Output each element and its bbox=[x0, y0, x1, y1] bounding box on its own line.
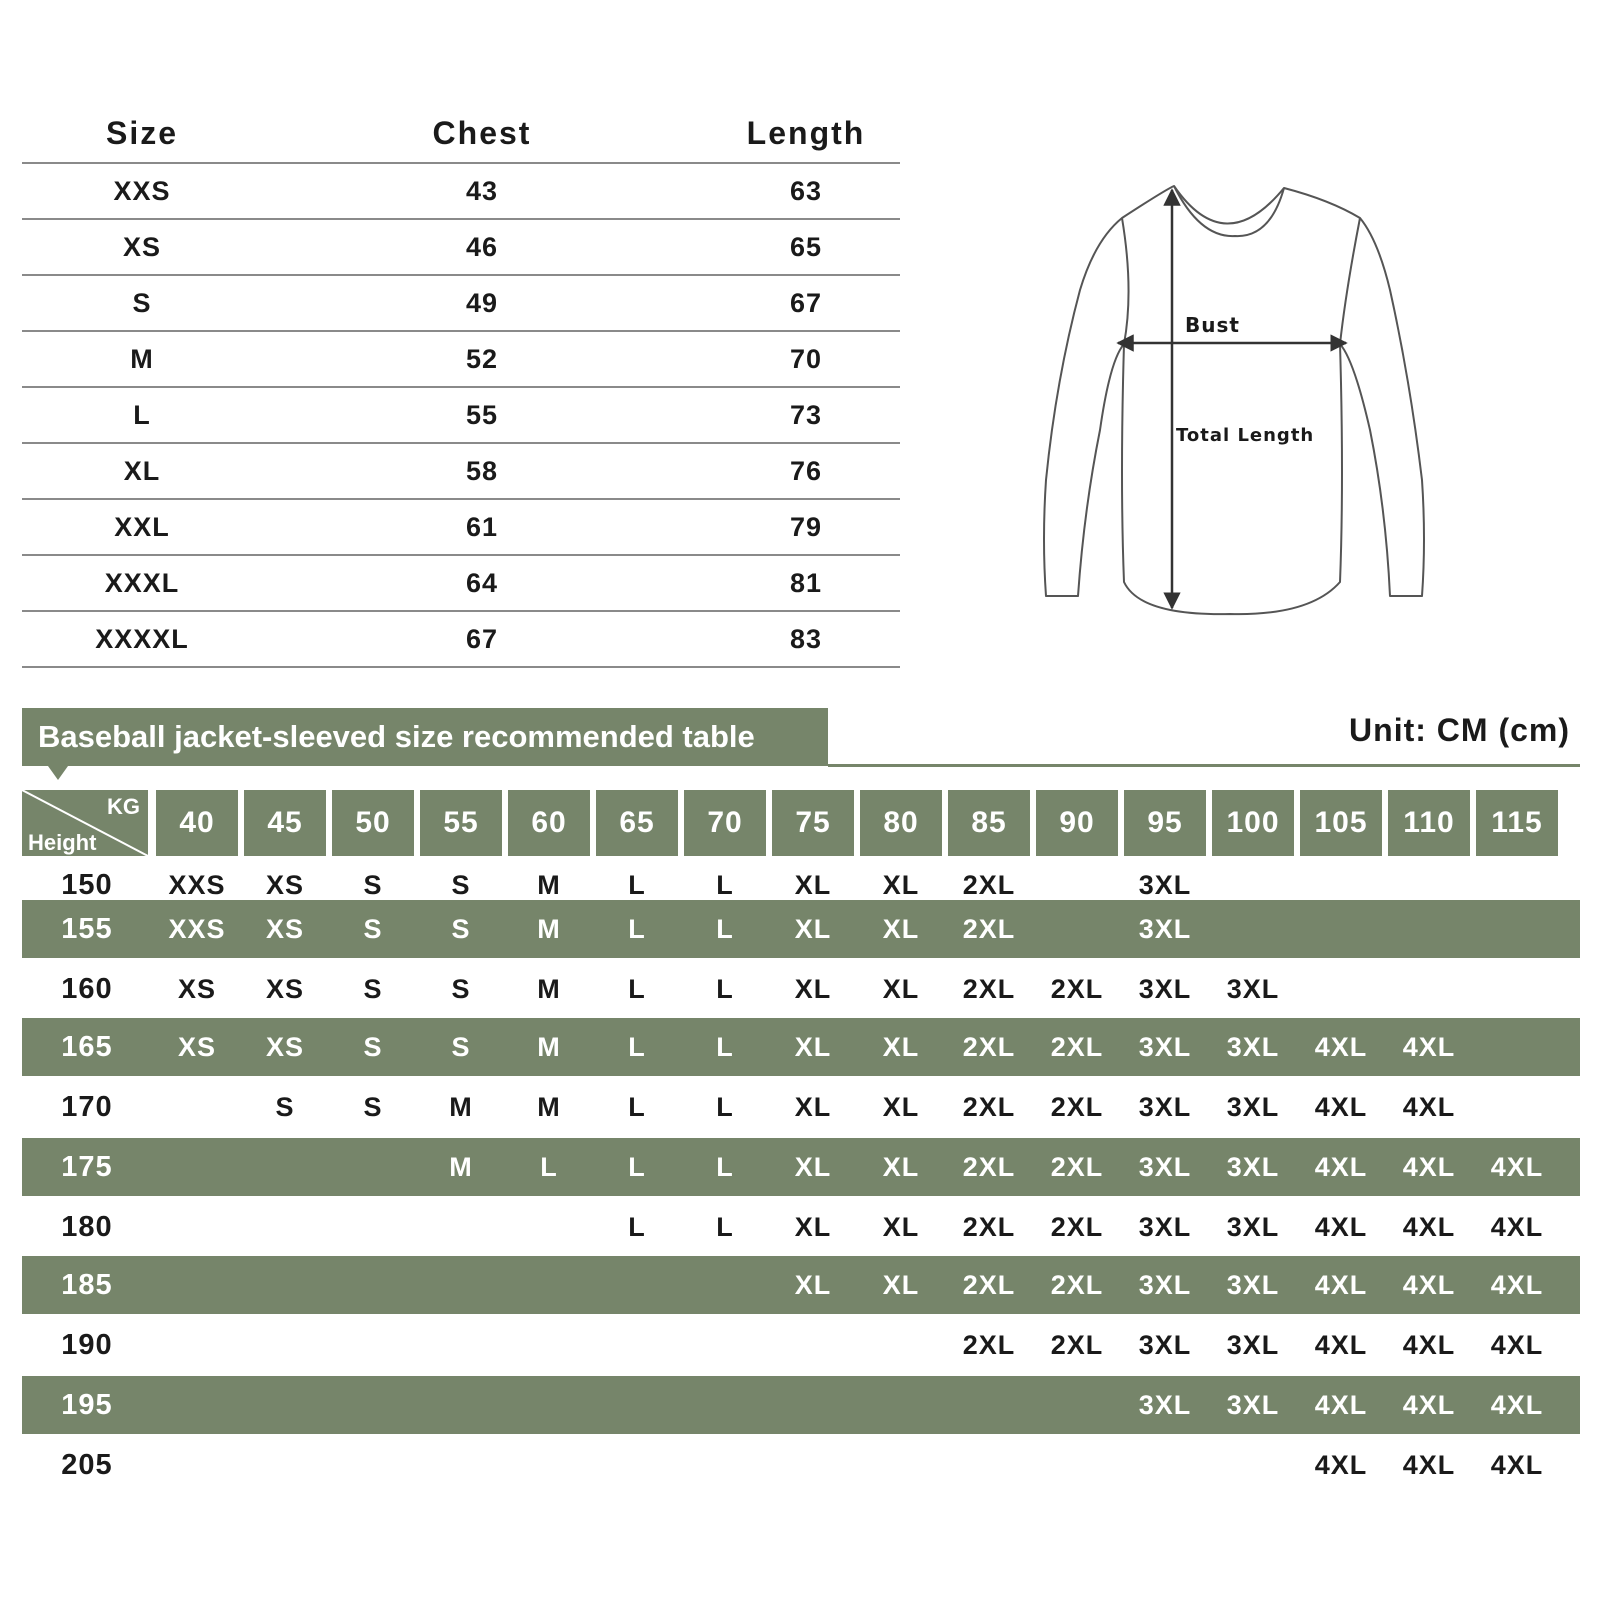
bust-label: Bust bbox=[1185, 313, 1240, 337]
recommended-size-cell: 3XL bbox=[1226, 1329, 1280, 1360]
recommended-size-cell: XL bbox=[882, 913, 920, 944]
recommended-size-cell: L bbox=[716, 973, 734, 1004]
recommended-size-cell bbox=[332, 1316, 414, 1374]
recommended-size-cell bbox=[332, 1198, 414, 1256]
recommended-size-cell: 3XL bbox=[1138, 869, 1192, 900]
recommended-size-cell: L bbox=[628, 973, 646, 1004]
recommended-size-cell: 3XL bbox=[1138, 1269, 1192, 1300]
recommended-size-cell: XL bbox=[794, 1269, 832, 1300]
recommended-size-cell: 4XL bbox=[1490, 1389, 1544, 1420]
chest-cell: 52 bbox=[465, 343, 499, 374]
recommended-size-cell bbox=[420, 1256, 502, 1314]
recommended-size-cell: S bbox=[363, 913, 383, 944]
size-cell: XXXXL bbox=[95, 623, 189, 654]
recommended-size-cell: XS bbox=[265, 869, 305, 900]
height-cell: 150 bbox=[61, 868, 113, 901]
length-cell: 79 bbox=[789, 511, 823, 542]
recommended-size-cell: 4XL bbox=[1314, 1211, 1368, 1242]
length-cell: 70 bbox=[789, 343, 823, 374]
header-length: Length bbox=[746, 115, 866, 151]
recommended-size-cell: XS bbox=[265, 1031, 305, 1062]
size-cell: XL bbox=[123, 455, 161, 486]
recommendation-row bbox=[22, 1436, 1580, 1494]
recommended-size-cell: XXS bbox=[168, 913, 226, 944]
recommended-size-cell: 4XL bbox=[1490, 1211, 1544, 1242]
recommended-size-cell: 3XL bbox=[1226, 1031, 1280, 1062]
size-table-row bbox=[22, 444, 900, 500]
recommended-size-cell: 2XL bbox=[962, 1151, 1016, 1182]
recommended-size-cell: 3XL bbox=[1138, 1031, 1192, 1062]
height-cell: 160 bbox=[61, 972, 113, 1005]
chest-cell: 58 bbox=[465, 455, 499, 486]
recommended-size-cell: 2XL bbox=[962, 869, 1016, 900]
height-cell: 175 bbox=[61, 1150, 113, 1183]
recommended-size-cell: 3XL bbox=[1226, 1269, 1280, 1300]
size-table-header bbox=[22, 100, 900, 164]
weight-header-cell: 75 bbox=[772, 790, 854, 856]
recommended-size-cell: 2XL bbox=[962, 1211, 1016, 1242]
size-table-row bbox=[22, 388, 900, 444]
recommendation-title: Baseball jacket-sleeved size recommended table bbox=[22, 708, 828, 766]
recommended-size-cell bbox=[1388, 900, 1470, 958]
recommended-size-cell: XL bbox=[794, 1151, 832, 1182]
length-cell: 65 bbox=[789, 231, 823, 262]
weight-header-cell: 45 bbox=[244, 790, 326, 856]
recommendation-row bbox=[22, 1198, 1580, 1256]
size-cell: S bbox=[132, 287, 152, 318]
recommended-size-cell: L bbox=[628, 1031, 646, 1062]
recommended-size-cell bbox=[1036, 1376, 1118, 1434]
size-table-row bbox=[22, 164, 900, 220]
recommended-size-cell: XS bbox=[177, 973, 217, 1004]
size-cell: XXS bbox=[113, 175, 171, 206]
recommended-size-cell: 3XL bbox=[1226, 973, 1280, 1004]
recommended-size-cell: S bbox=[363, 1031, 383, 1062]
recommended-size-cell: XL bbox=[882, 869, 920, 900]
recommended-size-cell: 4XL bbox=[1314, 1329, 1368, 1360]
height-cell: 180 bbox=[61, 1210, 113, 1243]
recommended-size-cell: 2XL bbox=[1050, 1091, 1104, 1122]
length-cell: 81 bbox=[789, 567, 823, 598]
recommended-size-cell: XL bbox=[794, 913, 832, 944]
weight-header-cell: 110 bbox=[1388, 790, 1470, 856]
size-table-row bbox=[22, 612, 900, 668]
recommended-size-cell: 4XL bbox=[1402, 1269, 1456, 1300]
recommended-size-cell: L bbox=[716, 869, 734, 900]
recommended-size-cell bbox=[508, 1376, 590, 1434]
recommended-size-cell: M bbox=[449, 1151, 473, 1182]
kg-height-corner-cell bbox=[22, 790, 148, 856]
recommended-size-cell: 4XL bbox=[1402, 1449, 1456, 1480]
recommended-size-cell bbox=[1476, 1078, 1558, 1136]
recommended-size-cell: M bbox=[449, 1091, 473, 1122]
size-cell: M bbox=[130, 343, 154, 374]
recommended-size-cell bbox=[156, 1078, 238, 1136]
chest-cell: 43 bbox=[465, 175, 499, 206]
recommended-size-cell: 4XL bbox=[1314, 1031, 1368, 1062]
recommended-size-cell: M bbox=[537, 913, 561, 944]
recommended-size-cell: 3XL bbox=[1138, 913, 1192, 944]
recommended-size-cell: 4XL bbox=[1402, 1211, 1456, 1242]
header-chest: Chest bbox=[432, 115, 532, 151]
recommended-size-cell bbox=[860, 1316, 942, 1374]
total-length-label: Total Length bbox=[1176, 425, 1315, 446]
weight-header-cell: 95 bbox=[1124, 790, 1206, 856]
height-cell: 190 bbox=[61, 1328, 113, 1361]
recommended-size-cell: L bbox=[716, 1031, 734, 1062]
recommended-size-cell: M bbox=[537, 1031, 561, 1062]
recommended-size-cell: 2XL bbox=[1050, 1151, 1104, 1182]
recommended-size-cell bbox=[508, 1436, 590, 1494]
recommended-size-cell: 2XL bbox=[962, 1091, 1016, 1122]
recommended-size-cell: 4XL bbox=[1402, 1389, 1456, 1420]
recommended-size-cell: L bbox=[628, 913, 646, 944]
length-cell: 73 bbox=[789, 399, 823, 430]
size-table-row bbox=[22, 500, 900, 556]
recommended-size-cell: 3XL bbox=[1226, 1151, 1280, 1182]
title-tab-pointer bbox=[48, 766, 68, 780]
recommended-size-cell bbox=[772, 1436, 854, 1494]
weight-header-cell: 80 bbox=[860, 790, 942, 856]
weight-header-cell: 50 bbox=[332, 790, 414, 856]
recommended-size-cell bbox=[420, 1376, 502, 1434]
recommended-size-cell bbox=[1476, 960, 1558, 1018]
recommended-size-cell: 2XL bbox=[1050, 973, 1104, 1004]
recommended-size-cell: XS bbox=[177, 1031, 217, 1062]
recommended-size-cell bbox=[1300, 960, 1382, 1018]
recommended-size-cell bbox=[156, 1256, 238, 1314]
size-cell: XXXL bbox=[104, 567, 180, 598]
recommended-size-cell: M bbox=[537, 973, 561, 1004]
unit-label: Unit: CM (cm) bbox=[1349, 712, 1570, 748]
weight-header-cell: 65 bbox=[596, 790, 678, 856]
recommended-size-cell bbox=[156, 1436, 238, 1494]
recommended-size-cell bbox=[156, 1376, 238, 1434]
recommended-size-cell: L bbox=[716, 1211, 734, 1242]
size-table-row bbox=[22, 220, 900, 276]
height-cell: 205 bbox=[61, 1448, 113, 1481]
recommended-size-cell: XXS bbox=[168, 869, 226, 900]
recommended-size-cell: 4XL bbox=[1490, 1449, 1544, 1480]
recommended-size-cell: 4XL bbox=[1402, 1091, 1456, 1122]
recommended-size-cell: 4XL bbox=[1402, 1031, 1456, 1062]
height-cell: 195 bbox=[61, 1388, 113, 1421]
size-cell: XS bbox=[122, 231, 162, 262]
jacket-outline-icon bbox=[1040, 180, 1460, 640]
weight-header-row bbox=[22, 790, 1590, 856]
chest-cell: 64 bbox=[465, 567, 499, 598]
recommended-size-cell: L bbox=[716, 913, 734, 944]
recommended-size-cell: M bbox=[537, 869, 561, 900]
recommended-size-cell bbox=[860, 1436, 942, 1494]
chest-cell: 49 bbox=[465, 287, 499, 318]
recommended-size-cell bbox=[332, 1138, 414, 1196]
recommended-size-cell: 4XL bbox=[1314, 1449, 1368, 1480]
recommended-size-cell: 4XL bbox=[1402, 1151, 1456, 1182]
recommended-size-cell: 4XL bbox=[1314, 1091, 1368, 1122]
recommendation-row bbox=[22, 1078, 1580, 1136]
recommended-size-cell: L bbox=[628, 1151, 646, 1182]
chest-cell: 55 bbox=[465, 399, 499, 430]
recommended-size-cell: 4XL bbox=[1490, 1329, 1544, 1360]
recommended-size-cell bbox=[156, 1198, 238, 1256]
recommended-size-cell: 3XL bbox=[1138, 1211, 1192, 1242]
recommended-size-cell: 2XL bbox=[1050, 1269, 1104, 1300]
recommended-size-cell: 2XL bbox=[1050, 1329, 1104, 1360]
recommended-size-cell: XL bbox=[794, 1211, 832, 1242]
recommended-size-cell: 4XL bbox=[1314, 1269, 1368, 1300]
recommended-size-cell bbox=[1036, 900, 1118, 958]
recommended-size-cell: S bbox=[451, 869, 471, 900]
size-cell: XXL bbox=[114, 511, 170, 542]
recommended-size-cell bbox=[1476, 900, 1558, 958]
recommended-size-cell bbox=[684, 1376, 766, 1434]
weight-header-cell: 70 bbox=[684, 790, 766, 856]
chest-cell: 46 bbox=[465, 231, 499, 262]
title-underline-rule bbox=[828, 764, 1580, 767]
recommendation-row bbox=[22, 1256, 1580, 1314]
recommendation-row bbox=[22, 1018, 1580, 1076]
recommended-size-cell: XL bbox=[882, 1091, 920, 1122]
length-cell: 76 bbox=[789, 455, 823, 486]
recommended-size-cell bbox=[244, 1316, 326, 1374]
recommended-size-cell bbox=[860, 1376, 942, 1434]
recommended-size-cell: 3XL bbox=[1226, 1389, 1280, 1420]
size-table-row bbox=[22, 276, 900, 332]
recommended-size-cell bbox=[420, 1198, 502, 1256]
corner-kg-label: KG bbox=[107, 794, 140, 819]
recommended-size-cell: L bbox=[628, 869, 646, 900]
recommended-size-cell: 3XL bbox=[1138, 1091, 1192, 1122]
recommended-size-cell: XL bbox=[882, 973, 920, 1004]
height-cell: 185 bbox=[61, 1268, 113, 1301]
recommended-size-cell: 4XL bbox=[1490, 1269, 1544, 1300]
weight-header-cell: 90 bbox=[1036, 790, 1118, 856]
recommended-size-cell: S bbox=[363, 973, 383, 1004]
recommended-size-cell bbox=[332, 1376, 414, 1434]
recommended-size-cell bbox=[420, 1436, 502, 1494]
size-table-row bbox=[22, 556, 900, 612]
recommended-size-cell bbox=[1124, 1436, 1206, 1494]
recommended-size-cell: 4XL bbox=[1402, 1329, 1456, 1360]
recommended-size-cell bbox=[948, 1436, 1030, 1494]
recommended-size-cell: XL bbox=[882, 1151, 920, 1182]
recommended-size-cell: 2XL bbox=[962, 973, 1016, 1004]
height-cell: 155 bbox=[61, 912, 113, 945]
recommended-size-cell bbox=[508, 1198, 590, 1256]
size-measurement-table bbox=[22, 100, 900, 668]
recommended-size-cell: 3XL bbox=[1138, 1389, 1192, 1420]
recommended-size-cell: L bbox=[540, 1151, 558, 1182]
recommended-size-cell: 4XL bbox=[1314, 1389, 1368, 1420]
recommended-size-cell: S bbox=[451, 913, 471, 944]
weight-header-cell: 60 bbox=[508, 790, 590, 856]
length-cell: 63 bbox=[789, 175, 823, 206]
recommended-size-cell: XL bbox=[794, 1031, 832, 1062]
recommended-size-cell: 2XL bbox=[962, 1031, 1016, 1062]
recommended-size-cell bbox=[244, 1436, 326, 1494]
recommended-size-cell bbox=[684, 1256, 766, 1314]
weight-header-cell: 85 bbox=[948, 790, 1030, 856]
recommended-size-cell: 2XL bbox=[962, 1329, 1016, 1360]
jacket-diagram bbox=[1040, 180, 1460, 640]
length-cell: 67 bbox=[789, 287, 823, 318]
recommended-size-cell: 3XL bbox=[1226, 1091, 1280, 1122]
recommended-size-cell bbox=[596, 1436, 678, 1494]
recommended-size-cell: S bbox=[275, 1091, 295, 1122]
recommended-size-cell bbox=[596, 1256, 678, 1314]
recommended-size-cell: 3XL bbox=[1138, 973, 1192, 1004]
recommended-size-cell: S bbox=[363, 1091, 383, 1122]
recommended-size-cell bbox=[772, 1316, 854, 1374]
recommended-size-cell: 3XL bbox=[1138, 1329, 1192, 1360]
recommended-size-cell: 2XL bbox=[1050, 1031, 1104, 1062]
recommended-size-cell: XS bbox=[265, 973, 305, 1004]
weight-header-cell: 105 bbox=[1300, 790, 1382, 856]
recommended-size-cell bbox=[1476, 1018, 1558, 1076]
recommended-size-cell: XL bbox=[882, 1211, 920, 1242]
recommended-size-cell: S bbox=[451, 1031, 471, 1062]
recommended-size-cell bbox=[1300, 900, 1382, 958]
recommended-size-cell bbox=[1212, 1436, 1294, 1494]
recommended-size-cell bbox=[772, 1376, 854, 1434]
recommended-size-cell bbox=[508, 1316, 590, 1374]
chest-cell: 67 bbox=[465, 623, 499, 654]
size-table-row bbox=[22, 332, 900, 388]
recommended-size-cell bbox=[332, 1256, 414, 1314]
recommended-size-cell bbox=[244, 1376, 326, 1434]
recommended-size-cell: 2XL bbox=[962, 913, 1016, 944]
recommended-size-cell bbox=[1212, 900, 1294, 958]
height-cell: 165 bbox=[61, 1030, 113, 1063]
recommended-size-cell bbox=[332, 1436, 414, 1494]
size-table-body bbox=[22, 164, 900, 668]
recommended-size-cell bbox=[508, 1256, 590, 1314]
height-cell: 170 bbox=[61, 1090, 113, 1123]
recommended-size-cell bbox=[156, 1138, 238, 1196]
recommended-size-cell bbox=[684, 1436, 766, 1494]
recommendation-row bbox=[22, 1376, 1580, 1434]
recommended-size-cell: S bbox=[363, 869, 383, 900]
recommended-size-cell bbox=[596, 1316, 678, 1374]
weight-header-cell: 115 bbox=[1476, 790, 1558, 856]
recommended-size-cell bbox=[684, 1316, 766, 1374]
recommended-size-cell: XL bbox=[882, 1031, 920, 1062]
recommended-size-cell bbox=[244, 1198, 326, 1256]
recommendation-row bbox=[22, 900, 1580, 958]
recommended-size-cell bbox=[596, 1376, 678, 1434]
recommended-size-cell bbox=[156, 1316, 238, 1374]
recommended-size-cell: L bbox=[628, 1211, 646, 1242]
recommended-size-cell: M bbox=[537, 1091, 561, 1122]
recommended-size-cell: 3XL bbox=[1138, 1151, 1192, 1182]
size-cell: L bbox=[133, 399, 151, 430]
recommended-size-cell: XS bbox=[265, 913, 305, 944]
length-cell: 83 bbox=[789, 623, 823, 654]
recommended-size-cell: 4XL bbox=[1314, 1151, 1368, 1182]
recommended-size-cell: XL bbox=[794, 1091, 832, 1122]
recommended-size-cell: L bbox=[716, 1091, 734, 1122]
recommendation-row bbox=[22, 1138, 1580, 1196]
recommendation-row bbox=[22, 960, 1580, 1018]
recommended-size-cell: L bbox=[716, 1151, 734, 1182]
recommended-size-cell: 3XL bbox=[1226, 1211, 1280, 1242]
recommendation-row bbox=[22, 1316, 1580, 1374]
recommended-size-cell bbox=[244, 1256, 326, 1314]
header-size: Size bbox=[105, 115, 179, 151]
recommended-size-cell: 2XL bbox=[1050, 1211, 1104, 1242]
recommended-size-cell bbox=[948, 1376, 1030, 1434]
weight-header-cell: 55 bbox=[420, 790, 502, 856]
recommended-size-cell: XL bbox=[882, 1269, 920, 1300]
recommended-size-cell bbox=[420, 1316, 502, 1374]
recommended-size-cell bbox=[244, 1138, 326, 1196]
weight-header-cell: 40 bbox=[156, 790, 238, 856]
recommended-size-cell: S bbox=[451, 973, 471, 1004]
chest-cell: 61 bbox=[465, 511, 499, 542]
weight-header-cell: 100 bbox=[1212, 790, 1294, 856]
recommended-size-cell: 2XL bbox=[962, 1269, 1016, 1300]
recommended-size-cell: XL bbox=[794, 869, 832, 900]
recommended-size-cell bbox=[1036, 1436, 1118, 1494]
corner-height-label: Height bbox=[28, 830, 97, 855]
recommended-size-cell bbox=[1388, 960, 1470, 1018]
recommended-size-cell: L bbox=[628, 1091, 646, 1122]
recommended-size-cell: 4XL bbox=[1490, 1151, 1544, 1182]
recommended-size-cell: XL bbox=[794, 973, 832, 1004]
